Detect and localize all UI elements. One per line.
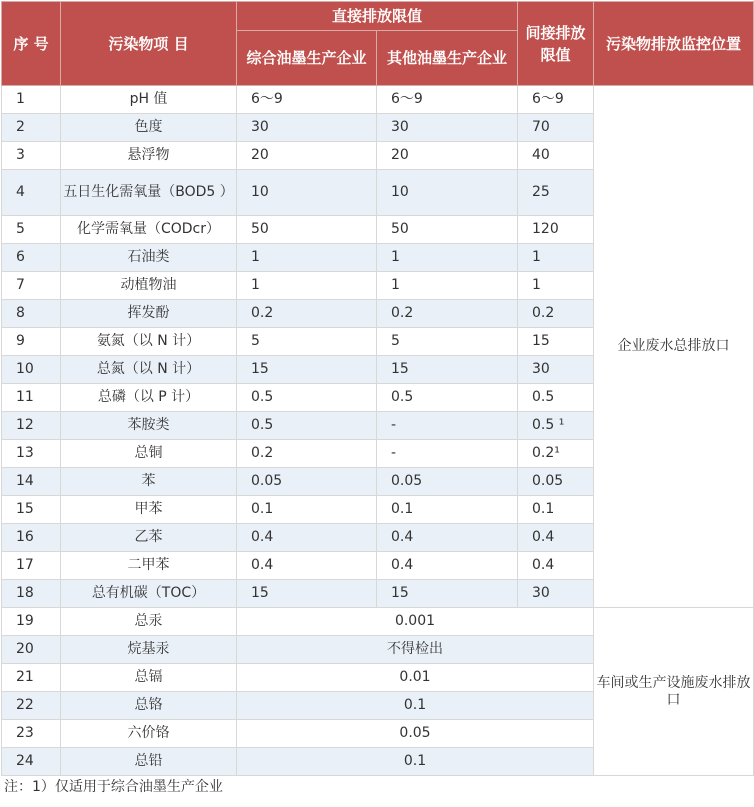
indirect-limit: 30: [518, 356, 594, 384]
direct-limit-b: 0.05: [377, 468, 518, 496]
direct-limit-a: 0.2: [237, 300, 377, 328]
row-number: 12: [2, 412, 61, 440]
row-number: 6: [2, 244, 61, 272]
direct-limit-a: 0.2: [237, 440, 377, 468]
indirect-limit: 120: [518, 216, 594, 244]
row-number: 2: [2, 114, 61, 142]
row-number: 7: [2, 272, 61, 300]
indirect-limit: 1: [518, 272, 594, 300]
direct-limit-b: -: [377, 412, 518, 440]
pollutant-name: 烷基汞: [61, 636, 237, 664]
direct-limit-b: 0.1: [377, 496, 518, 524]
indirect-limit: 0.05: [518, 468, 594, 496]
row-number: 13: [2, 440, 61, 468]
row-number: 9: [2, 328, 61, 356]
merged-limit: 0.1: [237, 748, 594, 776]
table-body: [2, 86, 754, 776]
row-number: 8: [2, 300, 61, 328]
pollutant-name: 悬浮物: [61, 142, 237, 170]
pollutant-name: 总铅: [61, 748, 237, 776]
direct-limit-a: 1: [237, 244, 377, 272]
row-number: 1: [2, 86, 61, 114]
direct-limit-b: 0.4: [377, 552, 518, 580]
direct-limit-b: 1: [377, 244, 518, 272]
pollutant-name: 色度: [61, 114, 237, 142]
direct-limit-a: 0.5: [237, 412, 377, 440]
row-number: 10: [2, 356, 61, 384]
pollutant-name: 石油类: [61, 244, 237, 272]
monitoring-location-enterprise: 企业废水总排放口: [594, 86, 754, 608]
pollutant-name: 总氮（以 N 计）: [61, 356, 237, 384]
indirect-limit: 40: [518, 142, 594, 170]
header-direct: 直接排放限值: [237, 2, 518, 31]
pollutant-name: 动植物油: [61, 272, 237, 300]
direct-limit-b: 0.5: [377, 384, 518, 412]
merged-limit: 不得检出: [237, 636, 594, 664]
pollutant-name: 总磷（以 P 计）: [61, 384, 237, 412]
direct-limit-a: 0.05: [237, 468, 377, 496]
indirect-limit: 1: [518, 244, 594, 272]
direct-limit-b: 30: [377, 114, 518, 142]
pollutant-name: 氨氮（以 N 计）: [61, 328, 237, 356]
direct-limit-b: 0.2: [377, 300, 518, 328]
direct-limit-a: 0.4: [237, 524, 377, 552]
pollutant-name: 苯: [61, 468, 237, 496]
direct-limit-b: 50: [377, 216, 518, 244]
row-number: 11: [2, 384, 61, 412]
header-indirect: 间接排放限值: [518, 2, 594, 86]
pollutant-name: 总铜: [61, 440, 237, 468]
pollutant-name: 总镉: [61, 664, 237, 692]
merged-limit: 0.01: [237, 664, 594, 692]
direct-limit-b: 5: [377, 328, 518, 356]
direct-limit-b: 10: [377, 170, 518, 216]
row-number: 21: [2, 664, 61, 692]
row-number: 3: [2, 142, 61, 170]
pollutant-name: 化学需氧量（CODcr）: [61, 216, 237, 244]
direct-limit-a: 10: [237, 170, 377, 216]
direct-limit-a: 15: [237, 356, 377, 384]
pollutant-limits-table: [1, 1, 754, 776]
pollutant-name: 总铬: [61, 692, 237, 720]
direct-limit-a: 6～9: [237, 86, 377, 114]
direct-limit-a: 0.1: [237, 496, 377, 524]
direct-limit-b: 0.4: [377, 524, 518, 552]
indirect-limit: 0.1: [518, 496, 594, 524]
header-location: 污染物排放监控位置: [594, 2, 754, 86]
pollutant-name: 甲苯: [61, 496, 237, 524]
row-number: 20: [2, 636, 61, 664]
header-no: 序 号: [2, 2, 61, 86]
indirect-limit: 6～9: [518, 86, 594, 114]
pollutant-name: 乙苯: [61, 524, 237, 552]
indirect-limit: 0.4: [518, 524, 594, 552]
header-direct-a: 综合油墨生产企业: [237, 31, 377, 86]
direct-limit-b: 1: [377, 272, 518, 300]
footnote: 注：1）仅适用于综合油墨生产企业: [4, 779, 223, 795]
pollutant-name: 五日生化需氧量（BOD5 ）: [61, 170, 237, 216]
indirect-limit: 70: [518, 114, 594, 142]
pollutant-name: 挥发酚: [61, 300, 237, 328]
direct-limit-a: 5: [237, 328, 377, 356]
indirect-limit: 30: [518, 580, 594, 608]
direct-limit-a: 1: [237, 272, 377, 300]
monitoring-location-workshop: 车间或生产设施废水排放口: [594, 608, 754, 776]
direct-limit-b: 20: [377, 142, 518, 170]
indirect-limit: 25: [518, 170, 594, 216]
direct-limit-a: 0.5: [237, 384, 377, 412]
indirect-limit: 0.2¹: [518, 440, 594, 468]
indirect-limit: 0.5 ¹: [518, 412, 594, 440]
merged-limit: 0.05: [237, 720, 594, 748]
direct-limit-a: 30: [237, 114, 377, 142]
direct-limit-b: 6～9: [377, 86, 518, 114]
row-number: 17: [2, 552, 61, 580]
table-row: [2, 608, 754, 636]
direct-limit-a: 20: [237, 142, 377, 170]
row-number: 15: [2, 496, 61, 524]
direct-limit-b: -: [377, 440, 518, 468]
row-number: 5: [2, 216, 61, 244]
indirect-limit: 0.4: [518, 552, 594, 580]
pollutant-name: 总有机碳（TOC）: [61, 580, 237, 608]
row-number: 14: [2, 468, 61, 496]
pollutant-name: 二甲苯: [61, 552, 237, 580]
header-item: 污染物项 目: [61, 2, 237, 86]
indirect-limit: 0.5: [518, 384, 594, 412]
direct-limit-a: 50: [237, 216, 377, 244]
row-number: 19: [2, 608, 61, 636]
pollutant-name: 六价铬: [61, 720, 237, 748]
direct-limit-a: 15: [237, 580, 377, 608]
direct-limit-b: 15: [377, 580, 518, 608]
indirect-limit: 15: [518, 328, 594, 356]
merged-limit: 0.1: [237, 692, 594, 720]
merged-limit: 0.001: [237, 608, 594, 636]
pollutant-name: pH 值: [61, 86, 237, 114]
direct-limit-a: 0.4: [237, 552, 377, 580]
row-number: 24: [2, 748, 61, 776]
direct-limit-b: 15: [377, 356, 518, 384]
header-direct-b: 其他油墨生产企业: [377, 31, 518, 86]
row-number: 18: [2, 580, 61, 608]
row-number: 16: [2, 524, 61, 552]
row-number: 23: [2, 720, 61, 748]
row-number: 4: [2, 170, 61, 216]
row-number: 22: [2, 692, 61, 720]
pollutant-name: 总汞: [61, 608, 237, 636]
pollutant-name: 苯胺类: [61, 412, 237, 440]
indirect-limit: 0.2: [518, 300, 594, 328]
table-row: [2, 86, 754, 114]
